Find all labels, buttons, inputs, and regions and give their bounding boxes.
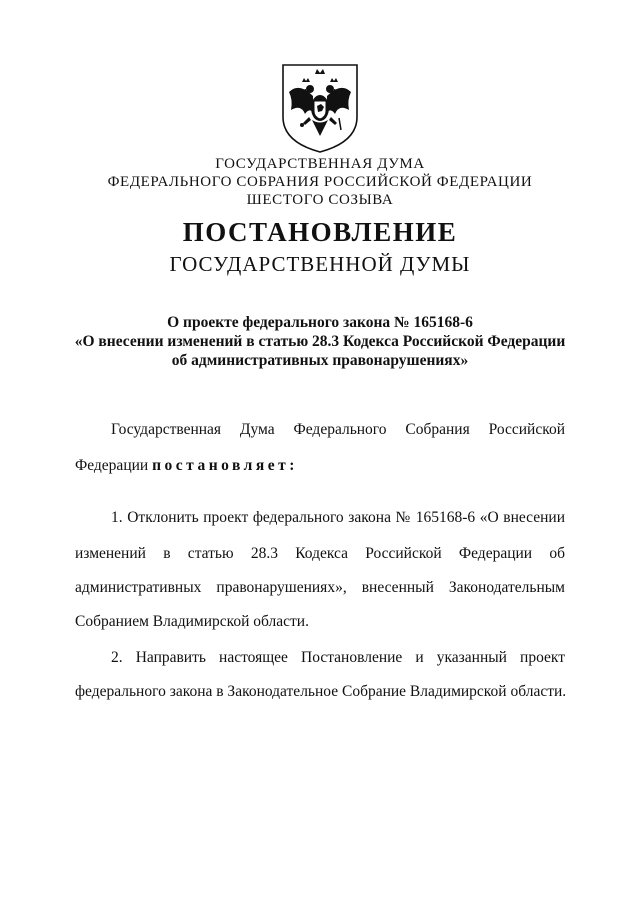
convocation: ШЕСТОГО СОЗЫВА xyxy=(246,192,394,208)
paragraph-2-line-1: 2. Направить настоящее Постановление и указанный проект xyxy=(111,649,565,666)
intro-line-1: Государственная Дума Федерального Собрания Российской xyxy=(111,421,565,438)
document-subtitle: ГОСУДАРСТВЕННОЙ ДУМЫ xyxy=(169,252,471,276)
resolution-verb: постановляет: xyxy=(152,457,298,474)
paragraph-1-line-4: Собранием Владимирской области. xyxy=(75,613,309,630)
subject-line-2: «О внесении изменений в статью 28.3 Кодекса Российской Федерации xyxy=(74,333,566,350)
coat-of-arms-emblem xyxy=(279,62,361,154)
intro-line-2 xyxy=(75,457,565,475)
org-name-line-2: ФЕДЕРАЛЬНОГО СОБРАНИЯ РОССИЙСКОЙ ФЕДЕРАЦИИ xyxy=(107,174,533,190)
document-title: ПОСТАНОВЛЕНИЕ xyxy=(182,217,458,247)
paragraph-1-line-3: административных правонарушениях», внесенный Законодательным xyxy=(75,579,565,596)
intro-country: Федерации xyxy=(75,457,149,474)
paragraph-1-line-1: 1. Отклонить проект федерального закона № 165168-6 «О внесении xyxy=(111,509,565,526)
org-name-line-1: ГОСУДАРСТВЕННАЯ ДУМА xyxy=(215,156,425,172)
subject-line-1: О проекте федерального закона № 165168-6 xyxy=(167,314,473,331)
subject-line-3: об административных правонарушениях» xyxy=(171,352,469,369)
paragraph-1-line-2: изменений в статью 28.3 Кодекса Российской Федерации об xyxy=(75,545,565,562)
paragraph-2-line-2: федерального закона в Законодательное Собрание Владимирской области. xyxy=(75,683,567,700)
